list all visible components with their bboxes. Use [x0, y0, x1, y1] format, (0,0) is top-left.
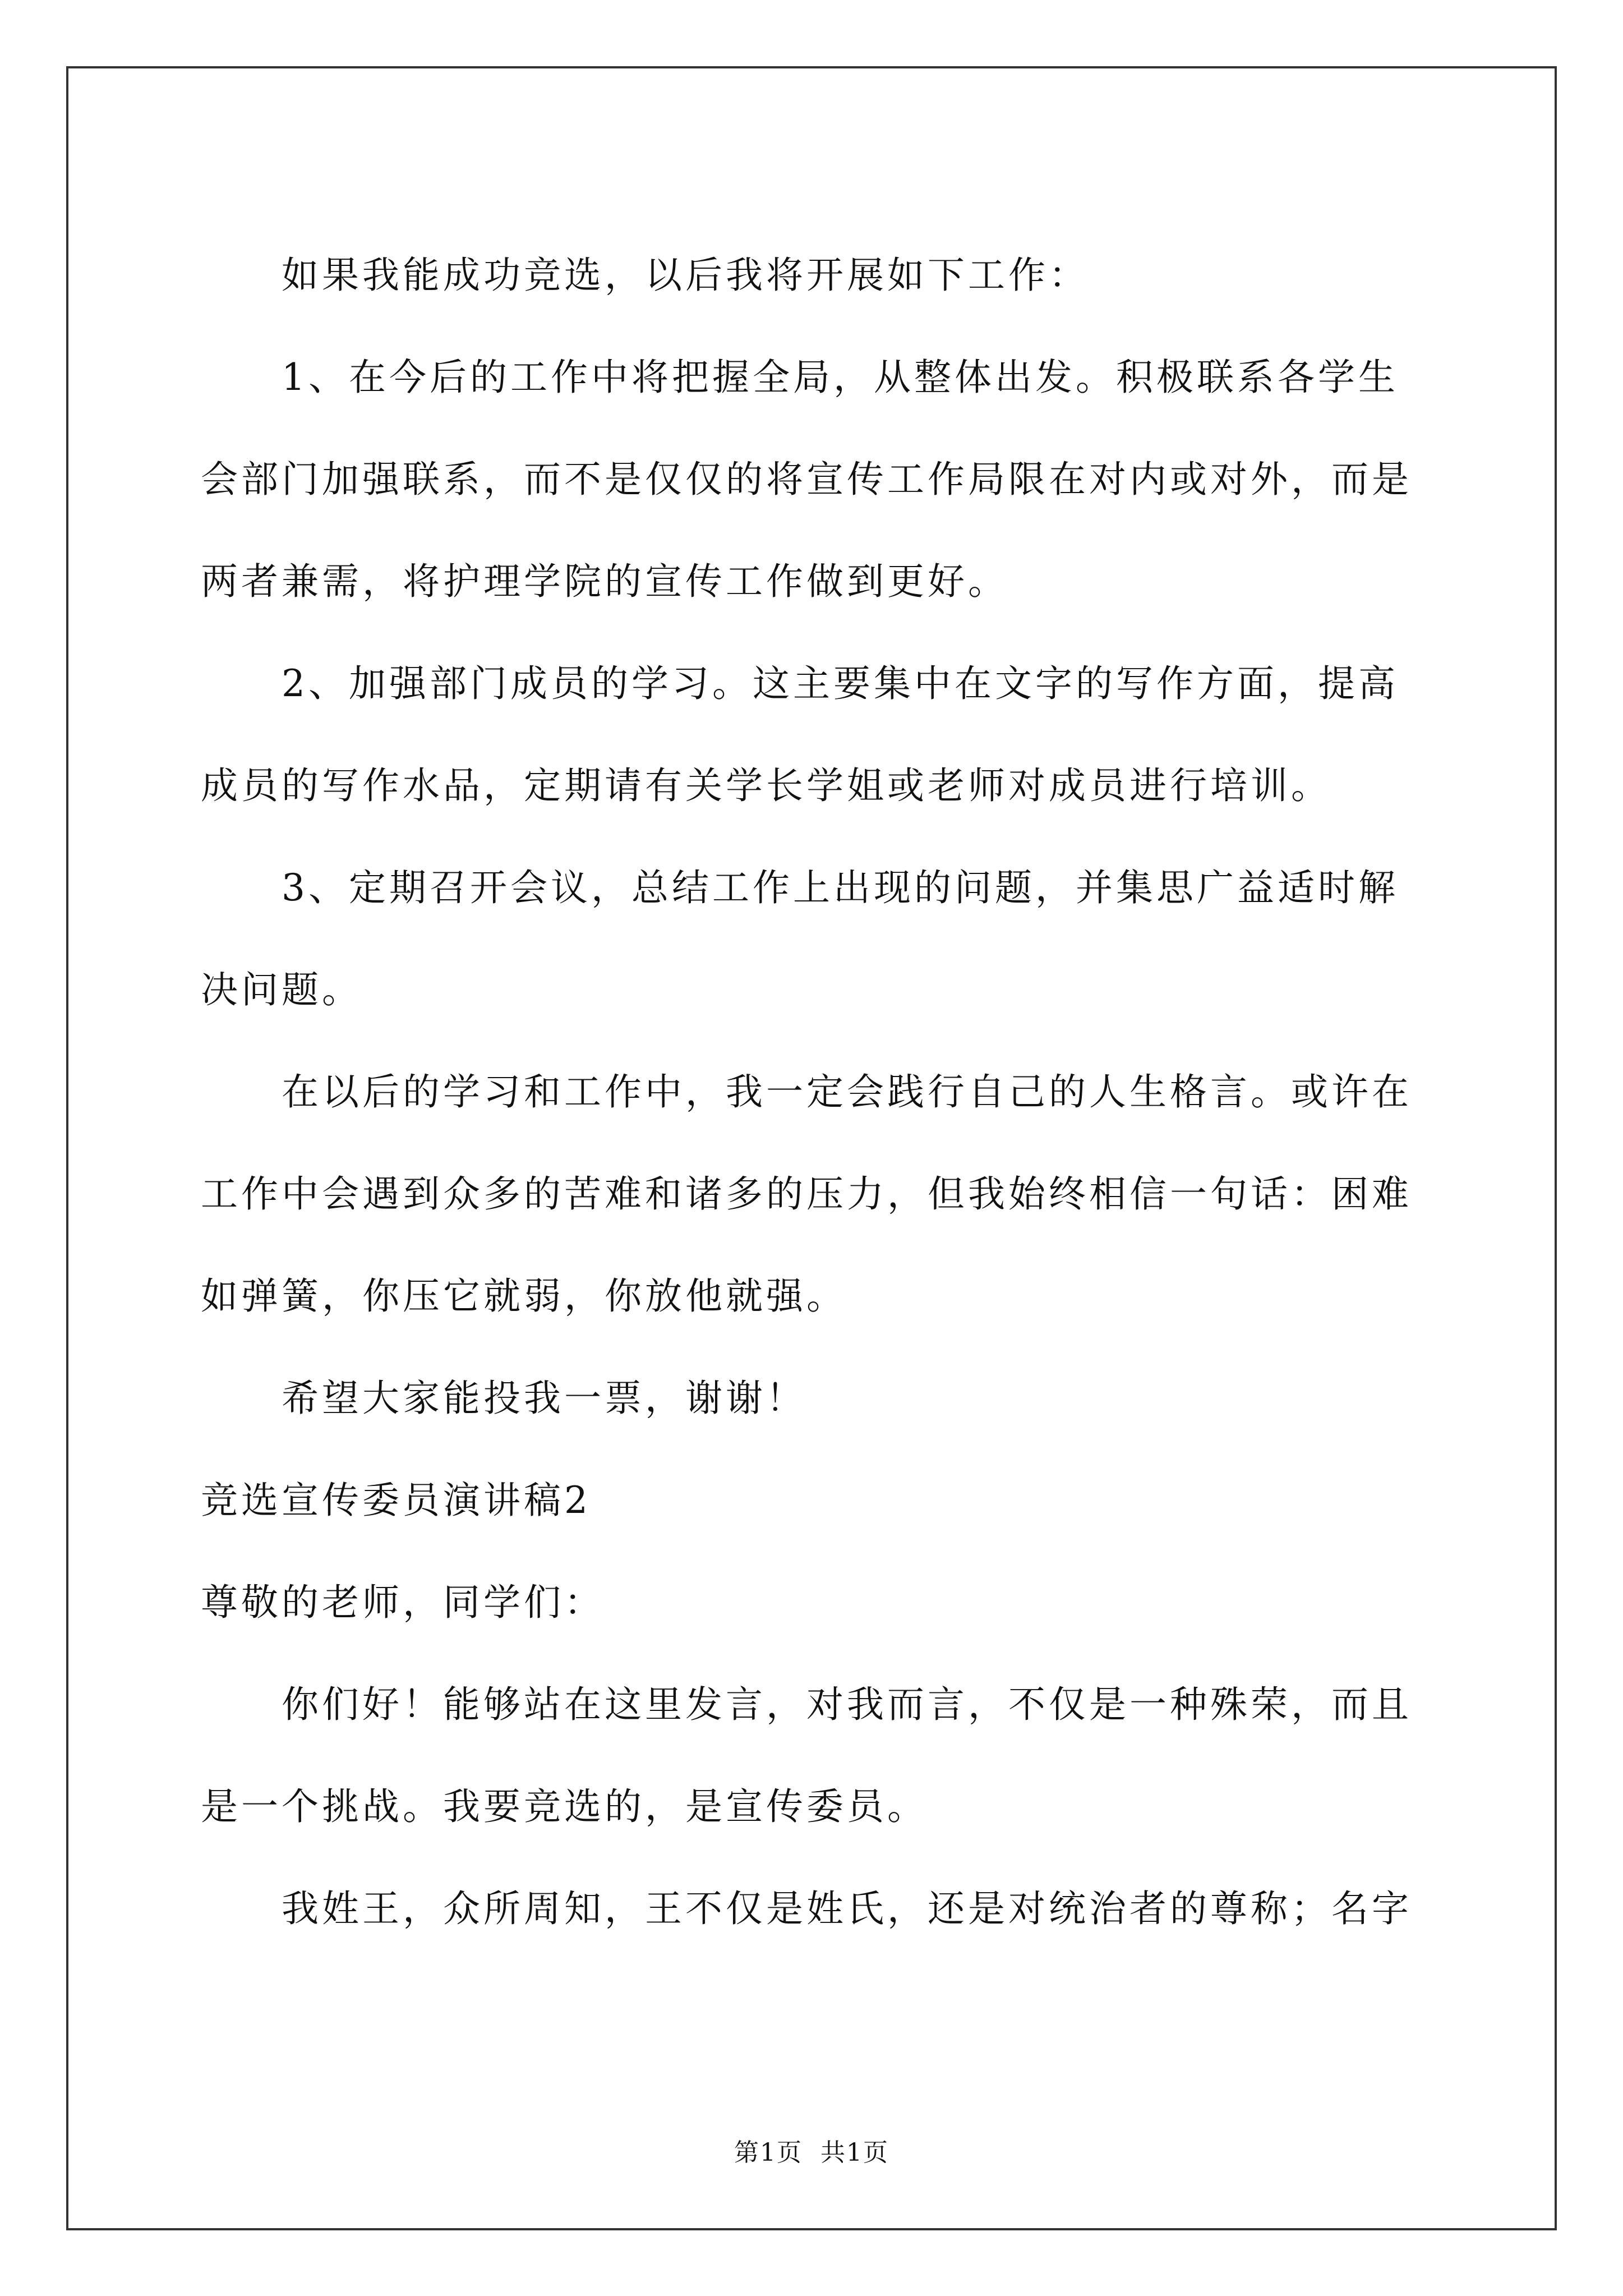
paragraph-item-3: 3、定期召开会议，总结工作上出现的问题，并集思广益适时解决问题。	[201, 866, 1399, 1011]
salutation: 尊敬的老师，同学们：	[201, 1581, 605, 1624]
document-body	[201, 224, 1423, 1960]
page-footer	[0, 2136, 1623, 2170]
paragraph-item-2: 2、加强部门成员的学习。这主要集中在文字的写作方面，提高成员的写作水品，定期请有关学长学姐或老师对成员进行培训。	[201, 662, 1399, 807]
paragraph-motto: 在以后的学习和工作中，我一定会践行自己的人生格言。或许在工作中会遇到众多的苦难和诸多的压力，但我始终相信一句话：困难如弹簧，你压它就弱，你放他就强。	[201, 1070, 1412, 1318]
paragraph-greeting: 你们好！能够站在这里发言，对我而言，不仅是一种殊荣，而且是一个挑战。我要竞选的，是宣传委员。	[201, 1683, 1412, 1828]
page-total: 共1页	[820, 2138, 889, 2167]
paragraph-name: 我姓王，众所周知，王不仅是姓氏，还是对统治者的尊称；名字	[282, 1887, 1412, 1930]
paragraph-closing: 希望大家能投我一票，谢谢！	[282, 1377, 806, 1420]
paragraph-intro: 如果我能成功竞选，以后我将开展如下工作：	[282, 254, 1089, 297]
page-number: 第1页	[734, 2138, 803, 2167]
section-title: 竞选宣传委员演讲稿2	[201, 1479, 591, 1522]
paragraph-item-1: 1、在今后的工作中将把握全局，从整体出发。积极联系各学生会部门加强联系，而不是仅仅的将宣传工作局限在对内或对外，而是两者兼需，将护理学院的宣传工作做到更好。	[201, 356, 1412, 603]
